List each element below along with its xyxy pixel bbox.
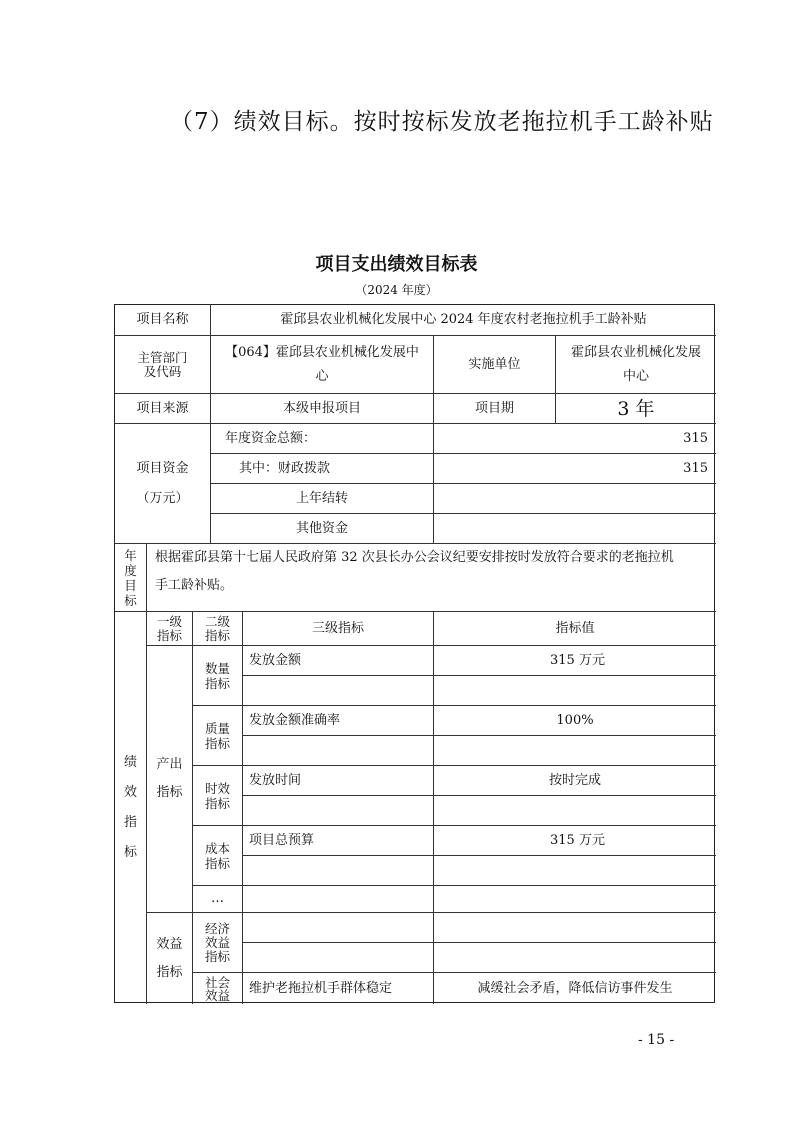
project-name-value: 霍邱县农业机械化发展中心 2024 年度农村老拖拉机手工龄补贴 <box>210 304 716 335</box>
annual-goal-char-1: 年 <box>124 547 137 563</box>
impl-value-line1: 霍邱县农业机械化发展 <box>570 344 701 360</box>
ellipsis-value-empty <box>433 885 716 912</box>
page-number: - 15 - <box>638 1032 675 1048</box>
annual-goal-char-2: 度 <box>124 562 137 578</box>
quality-label-line2: 指标 <box>204 735 230 751</box>
indicators-side-char-1: 绩 <box>123 755 137 770</box>
quality-label-line1: 质量 <box>204 720 230 736</box>
quality-value-empty <box>433 735 716 765</box>
header-level1-line1: 一级 <box>156 613 182 629</box>
funds-label-line2: （万元） <box>136 490 189 506</box>
ellipsis-cell: … <box>192 885 242 912</box>
funds-other-value <box>433 513 716 543</box>
annual-goal-text-line1: 根据霍邱县第十七届人民政府第 32 次县长办公会议纪要安排按时发放符合要求的老拖拉机 <box>155 550 674 565</box>
indicators-side-char-4: 标 <box>123 845 137 860</box>
cost-item-empty <box>242 855 433 885</box>
quantity-indicator-label <box>192 645 242 705</box>
dept-value <box>210 335 433 393</box>
header-value: 指标值 <box>433 611 716 645</box>
header-level1 <box>146 611 192 645</box>
source-value: 本级申报项目 <box>210 393 433 423</box>
dept-label-line2: 及代码 <box>143 363 182 379</box>
header-level2-line1: 二级 <box>204 613 230 629</box>
cost-value-empty <box>433 855 716 885</box>
timeliness-indicator-label <box>192 765 242 825</box>
dept-value-line2: 心 <box>315 368 329 384</box>
economic-indicator-label <box>192 912 242 972</box>
funds-total-label: 年度资金总额： <box>210 423 433 453</box>
quality-item-empty <box>242 735 433 765</box>
indicators-side-char-3: 指 <box>123 815 137 830</box>
cost-indicator-label <box>192 825 242 885</box>
dept-label <box>115 335 210 393</box>
annual-goal-char-4: 标 <box>124 592 137 608</box>
economic-value-empty-2 <box>433 942 716 972</box>
funds-total-value: 315 <box>433 423 716 453</box>
social-label-line2: 效益 <box>204 987 230 1003</box>
timeliness-item: 发放时间 <box>242 765 433 795</box>
quality-item: 发放金额准确率 <box>242 705 433 735</box>
quantity-label-line1: 数量 <box>204 660 230 676</box>
economic-label-line3: 指标 <box>204 948 230 964</box>
cost-value: 315 万元 <box>433 825 716 855</box>
header-level2-line2: 指标 <box>204 627 230 643</box>
annual-goal-text-line2: 手工龄补贴。 <box>155 578 234 593</box>
table-title: 项目支出绩效目标表 <box>315 254 478 275</box>
period-value: 3 年 <box>555 393 716 423</box>
quantity-value: 315 万元 <box>433 645 716 675</box>
project-name-label: 项目名称 <box>136 311 189 327</box>
timeliness-item-empty <box>242 795 433 825</box>
impl-value-line2: 中心 <box>622 368 649 384</box>
quality-indicator-label <box>192 705 242 765</box>
social-indicator-label <box>192 972 242 1004</box>
section-heading: （7）绩效目标。按时按标发放老拖拉机手工龄补贴 <box>170 109 714 135</box>
timeliness-label-line2: 指标 <box>204 795 230 811</box>
social-label-line1: 社会 <box>204 974 230 990</box>
annual-goal-label <box>115 543 146 611</box>
economic-label-line2: 效益 <box>204 934 230 950</box>
funds-label-line1: 项目资金 <box>136 460 189 476</box>
benefit-indicator-label <box>146 912 192 1004</box>
output-label-line1: 产出 <box>156 757 183 772</box>
ellipsis-item-empty <box>242 885 433 912</box>
funds-carryover-value <box>433 483 716 513</box>
quantity-label-line2: 指标 <box>204 675 230 691</box>
benefit-label-line1: 效益 <box>156 936 183 952</box>
timeliness-label-line1: 时效 <box>204 780 230 796</box>
economic-item-empty-1 <box>242 912 433 942</box>
annual-goal-text <box>146 543 716 611</box>
output-label-line2: 指标 <box>156 785 183 800</box>
cost-item: 项目总预算 <box>242 825 433 855</box>
funds-fiscal-label: 其中：财政拨款 <box>210 453 433 483</box>
economic-value-empty-1 <box>433 912 716 942</box>
funds-other-label: 其他资金 <box>210 513 433 543</box>
impl-unit-label: 实施单位 <box>433 335 555 393</box>
table-year: （2024 年度） <box>355 283 438 297</box>
header-level3: 三级指标 <box>242 611 433 645</box>
timeliness-value-empty <box>433 795 716 825</box>
output-indicator-label <box>146 645 192 912</box>
header-level2 <box>192 611 242 645</box>
dept-value-line1: 【064】霍邱县农业机械化发展中 <box>225 344 419 360</box>
economic-label-line1: 经济 <box>204 920 230 936</box>
social-value: 减缓社会矛盾，降低信访事件发生 <box>433 972 716 1004</box>
cost-label-line2: 指标 <box>204 855 230 871</box>
economic-item-empty-2 <box>242 942 433 972</box>
performance-target-table <box>114 304 715 1003</box>
funds-carryover-label: 上年结转 <box>210 483 433 513</box>
quantity-item: 发放金额 <box>242 645 433 675</box>
quantity-value-empty <box>433 675 716 705</box>
indicators-side-label <box>115 611 146 1004</box>
cost-label-line1: 成本 <box>204 840 230 856</box>
benefit-label-line2: 指标 <box>156 964 183 980</box>
social-item: 维护老拖拉机手群体稳定 <box>242 972 433 1004</box>
funds-label <box>115 423 210 543</box>
source-label: 项目来源 <box>115 393 210 423</box>
timeliness-value: 按时完成 <box>433 765 716 795</box>
header-level1-line2: 指标 <box>156 627 182 643</box>
quantity-item-empty <box>242 675 433 705</box>
indicators-side-char-2: 效 <box>123 785 137 800</box>
funds-fiscal-value: 315 <box>433 453 716 483</box>
period-label: 项目期 <box>433 393 555 423</box>
impl-unit-value <box>555 335 716 393</box>
annual-goal-char-3: 目 <box>124 577 137 593</box>
quality-value: 100% <box>433 705 716 735</box>
dept-label-line1: 主管部门 <box>137 349 188 365</box>
